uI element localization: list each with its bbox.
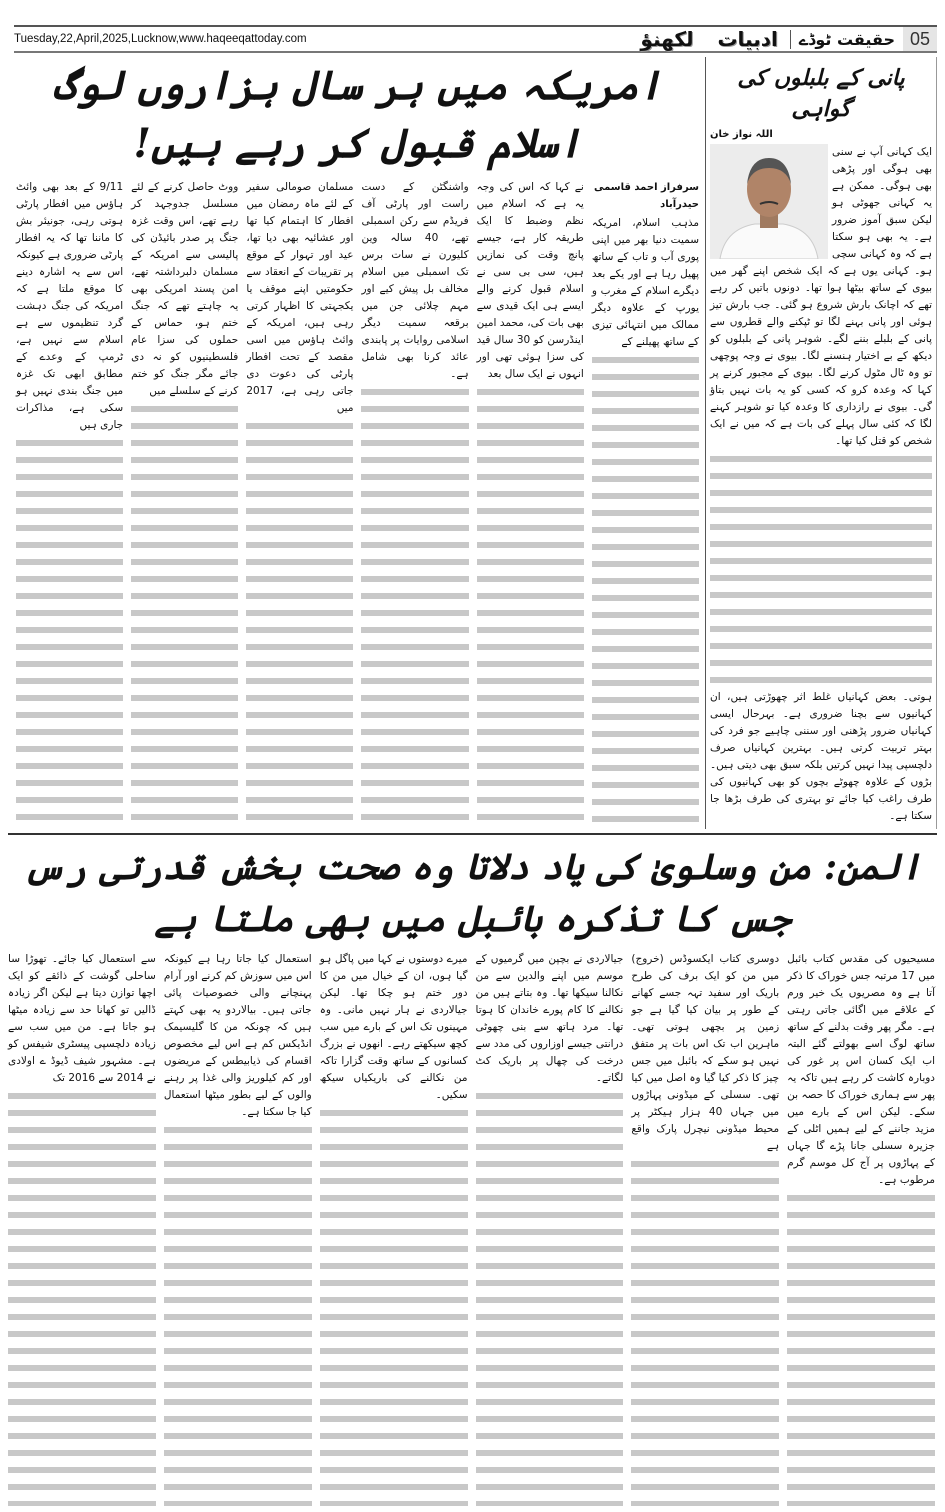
text-continuation: [592, 351, 699, 829]
city-label: لکھنؤ: [640, 27, 694, 51]
article-column: [477, 179, 584, 829]
text-continuation: [8, 1087, 156, 1506]
article-column: [164, 951, 312, 1506]
sidebar-body-text: ایک کہانی آپ نے سنی بھی ہوگی اور پڑھی بھی ہوگی۔ ممکن ہے یہ کہانی جھوٹی ہو لیکن سبق آموز ضرور ہے۔ یہ بھی ہو سکتا ہے کہ وہ کہانی سچی ہو۔ کہانی یوں ہے کہ ایک شخص اپنے گھر میں بیوی کے ساتھ بیٹھا ہوا تھا۔ دونوں باتیں کر رہے تھے کہ اچانک بارش شروع ہو گئی۔ جب بارش تیز ہوئی اور پانی بہنے لگا تو ٹپکنے والے قطروں سے پانی کے بلبلے بننے لگے۔ شوہر پانی کے بلبلوں کو دیکھ کے بے اختیار ہنسنے لگا۔ بیوی نے وجہ پوچھی تو وہ ٹال مٹول کرنے لگا۔ بیوی کے مجبور کرنے پر کہا کہ وعدہ کرو کہ کسی کو یہ بات نہیں بتاؤ گی۔ بیوی نے رازداری کا وعدہ کیا تو شوہر کہنے لگا کہ کئی سال پہلے کی بات ہے کہ میں نے ایک شخص کو قتل کیا تھا۔: [710, 145, 932, 447]
text-continuation: [16, 434, 123, 829]
author-photo: [710, 144, 828, 259]
article-column: [16, 179, 123, 829]
column-text: ووٹ حاصل کرنے کے لئے مسلسل جدوجہد کر رہے تھے، اس وقت غزہ جنگ پر صدر بائیڈن کی پالیسی سے امریکہ کے مسلمان دلبرداشتہ تھے، امن پسند امریکی بھی یہ چاہتے تھے کہ جنگ ختم ہو، حماس کے حملوں کی سزا عام فلسطینیوں کو نہ دی جائے مگر جنگ کو ختم کرنے کے سلسلے میں: [131, 181, 239, 397]
column-text: نے کہا کہ اس کی وجہ یہ ہے کہ اسلام میں نظم وضبط کا ایک طریقہ کار ہے، جیسے پانچ وقت کی نمازیں ہیں، سی بی سی نے اسلام قبول کرنے والے ایسے ہی ایک قیدی سے بھی بات کی، محمد امین اینڈرسن کو 30 سال قید کی سزا ہوئی تھی اور انہوں نے ایک سال بعد: [476, 181, 584, 380]
text-continuation: [710, 450, 932, 689]
sidebar-author: اللہ نواز خان: [710, 128, 773, 140]
text-continuation: [787, 1189, 935, 1506]
section-label: ادبیات: [717, 27, 778, 51]
column-text: مذہب اسلام، امریکہ سمیت دنیا بھر میں اپنی پوری آب و تاب کے ساتھ پھیل رہا ہے اور یکے بعد دیگرے اسلام کے مغرب و یورپ کے علاوہ دیگر ممالک میں انتہائی تیزی کے ساتھ پھیلنے کے: [591, 217, 699, 348]
text-continuation: [361, 383, 468, 829]
article-column: [787, 951, 935, 1506]
date-line: Tuesday,22,April,2025,Lucknow,www.haqeeqattoday.com: [14, 33, 307, 45]
article-column: [631, 951, 779, 1506]
main-headline: امریکہ میں ہر سال ہزاروں لوگ اسلام قبول کر رہے ہیں!: [53, 62, 662, 167]
article-column: [361, 179, 468, 829]
article-column: [131, 179, 238, 829]
article-column: [8, 951, 156, 1506]
text-continuation: [476, 1087, 624, 1506]
article-column: [592, 179, 699, 829]
text-continuation: [246, 417, 353, 829]
main-article-body: [16, 179, 699, 829]
column-text: 9/11 کے بعد بھی وائٹ ہاؤس میں افطار پارٹی ہوتی رہی، جونیئر بش کا ماننا تھا کہ یہ افطار پارٹی ضروری ہے کیونکہ اس سے یہ اشارہ دینے کا موقع ملتا ہے کہ امریکہ کی جنگ دہشت گرد تنظیموں سے ہے اسلام سے نہیں ہے، ٹرمپ کے وعدے کے مطابق ابھی تک غزہ میں جنگ بندی نہیں ہو سکی ہے، مذاکرات جاری ہیں: [15, 181, 124, 431]
page-number: 05: [903, 27, 937, 51]
page-header: [14, 25, 937, 53]
text-continuation: [477, 383, 584, 829]
column-text: جیالاردی نے بچپن میں گرمیوں کے موسم میں اپنے والدین سے من نکالنا سیکھا تھا۔ وہ بتاتے ہیں من نکالنے کا کام پورے خاندان کا ہوتا تھا۔ مرد ہاتھ سے بنی چھوٹی درانتی جیسے اوزاروں کی مدد سے درخت کی چھال پر باریک کٹ لگاتے۔: [475, 953, 624, 1085]
byline: سرفراز احمد قاسمی حیدرآباد: [593, 182, 699, 210]
article-column: [320, 951, 468, 1506]
newspaper-logo: حقیقت ٹوڈے: [790, 30, 895, 49]
sidebar-title: پانی کے بلبلوں کی گواہی: [737, 65, 905, 122]
column-text: مسیحیوں کی مقدس کتاب بائبل میں 17 مرتبہ جس خوراک کا ذکر آتا ہے وہ مصریوں یک خیر ورم کے علاقے میں اگائی جاتی رہتی ہے۔ مگر پھر وقت بدلنے کے ساتھ ساتھ لوگ اسے بھولتے گئے البتہ اب ایک کسان اس پر غور کی دوبارہ کاشت کر رہے ہیں تاکہ یہ پھر سے ہماری خوراک کا حصہ بن سکے۔ لیکن اس کے بارے میں مزید جاننے کے لیے ہمیں اٹلی کے جزیرہ سسلی جانا پڑے گا جہاں کے پہاڑوں پر آج کل موسم گرم مرطوب ہے۔: [787, 953, 935, 1187]
column-text: مسلمان صومالی سفیر کے لئے ماہ رمضان میں افطار کا اہتمام کیا تھا اور عشائیہ بھی دیا تھا، عید اور تہوار کے موقع پر تقریبات کے انعقاد سے حکومتیں اپنے موقف یا یکجہتی کا اظہار کرتی رہی ہیں، امریکہ کے وائٹ ہاؤس میں اسی مقصد کے تحت افطار پارٹی کی دعوت دی جاتی رہی ہے، 2017 میں: [246, 181, 354, 414]
bottom-article-body: [8, 951, 937, 1506]
sidebar-ending-text: ہوتی۔ بعض کہانیاں غلط اثر چھوڑتی ہیں، ان کہانیوں سے بچنا ضروری ہے۔ بہرحال ایسی کہانیاں ضرور پڑھنی اور سننی چاہیے جو فرد کی بہتر تربیت کرتی ہیں۔ بہترین کہانیاں صرف دلچسپی پیدا نہیں کرتیں بلکہ سبق بھی دیتی ہیں۔ بڑوں کے علاوہ چھوٹے بچوں کو بھی کہانیوں کی طرف راغب کیا جائے تو بہتری کی طرف بڑھا جا سکتا ہے۔: [710, 691, 932, 822]
text-continuation: [131, 400, 238, 829]
article-column: [476, 951, 624, 1506]
column-text: میرے دوستوں نے کہا میں پاگل ہو گیا ہوں، ان کے خیال میں من کا دور ختم ہو چکا تھا۔ لیکن جیالاردی نے ہار نہیں مانی۔ وہ مہینوں تک اس کے بارے میں سب کچھ سیکھتے رہے۔ انھوں نے بزرگ کسانوں کے ساتھ وقت گزارا تاکہ من نکالنے کی باریکیاں سیکھ سکیں۔: [319, 953, 468, 1102]
column-text: سے استعمال کیا جائے۔ تھوڑا سا ساحلی گوشت کے ذائقے کو ایک اچھا توازن دیتا ہے لیکن اگر زیادہ ڈالیں تو کھانا حد سے زیادہ میٹھا ہو جاتا ہے۔ من میں سب سے زیادہ دلچسپی پیسٹری شیفس کو ہے۔ مشہور شیف ڈیوڈ ے اولادی نے 2014 سے 2016 تک: [8, 953, 156, 1085]
sidebar-article: [705, 57, 937, 829]
text-continuation: [631, 1155, 779, 1506]
main-article: [8, 57, 699, 829]
text-continuation: [164, 1121, 312, 1506]
bottom-headline: المن: من وسلویٰ کی یاد دلاتا وہ صحت بخش قدرتی رس جس کا تذکرہ بائبل میں بھی ملتا ہے: [23, 846, 922, 941]
column-text: دوسری کتاب ایکسوڈس (خروج) میں من کو ایک برف کی طرح باریک اور سفید تہہ جسے کھانے کے طور پر بیان کیا گیا ہے جو زمین پر بچھی ہوتی تھی۔ ماہرین اب تک اس بات پر متفق نہیں ہو سکے کہ بائبل میں جس چیز کا ذکر کیا گیا وہ اصل میں کیا تھی۔ سسلی کے میڈونی پہاڑوں میں جہاں 40 ہزار ہیکٹر پر محیط میڈونی نیچرل پارک واقع ہے: [631, 953, 780, 1153]
text-continuation: [320, 1104, 468, 1506]
section-divider: [8, 833, 937, 835]
top-section: [8, 57, 937, 829]
article-column: [246, 179, 353, 829]
column-text: استعمال کیا جاتا رہا ہے کیونکہ اس میں سوزش کم کرنے اور آرام پہنچانے والی خصوصیات پائی جاتی ہیں۔ بیالاردو یہ بھی کہتے ہیں کہ چونکہ من کا گلیسیمک انڈیکس کم ہے اس لیے مخصوص اقسام کی ذیابیطس کے مریضوں اور کم کیلوریز والی غذا پر رہنے والوں کے لیے بطور میٹھا استعمال کیا جا سکتا ہے۔: [163, 953, 312, 1119]
column-text: واشنگٹن کے دست راست اور پارٹی آف فریڈم سے رکن اسمبلی تھے، 40 سالہ وین کلیورن نے سات برس تک اسمبلی میں اسلام مخالف بل پیش کیے اور مہم چلائی جن میں برقعہ سمیت دیگر اسلامی روایات پر پابندی عائد کرنا بھی شامل ہے۔: [361, 181, 469, 380]
